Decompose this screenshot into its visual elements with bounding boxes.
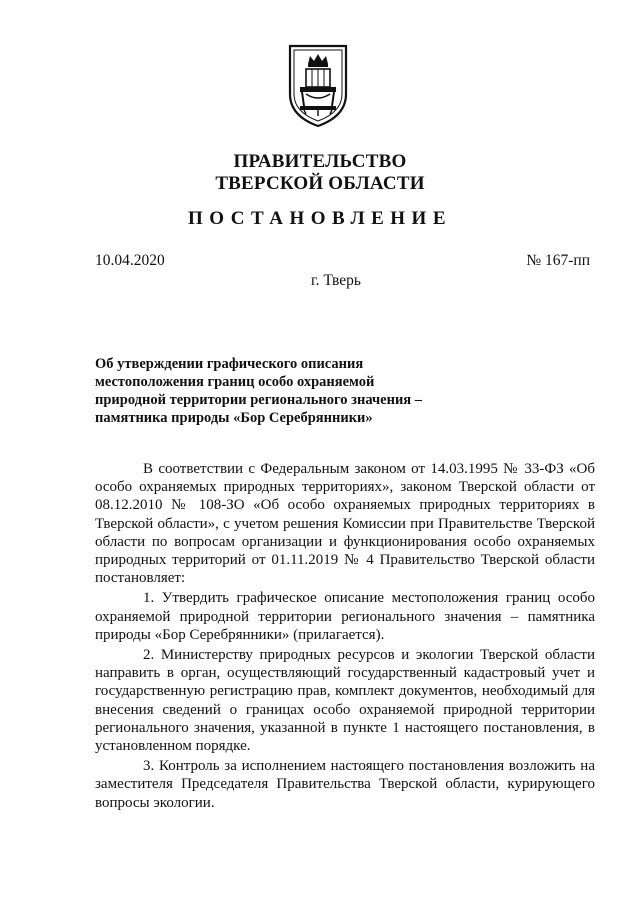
government-name-line1: ПРАВИТЕЛЬСТВО — [233, 151, 407, 172]
document-date: 10.04.2020 — [95, 252, 165, 269]
preamble-paragraph: В соответствии с Федеральным законом от 14.03.1995 № 33-ФЗ «Об особо охраняемых природных территориях», законом Тверской области от 08.12.2010 № 108-ЗО «Об особо охраняемых природных территориях в Тверской области», с учетом решения Комиссии при Правительстве Тверской области по вопросам организации и функционирования особо охраняемых природных территорий от 01.11.2019 № 4 Правительство Тверской области постановляет: — [95, 461, 595, 587]
document-number: № 167-пп — [526, 252, 590, 269]
subject-line: природной территории регионального значения – — [95, 392, 423, 408]
subject-line: Об утверждении графического описания — [95, 356, 364, 372]
resolution-item-3: 3. Контроль за исполнением настоящего постановления возложить на заместителя Председателя Правительства Тверской области, курирующего вопросы экологии. — [95, 758, 595, 811]
government-name-line2: ТВЕРСКОЙ ОБЛАСТИ — [215, 173, 425, 194]
subject-line: местоположения границ особо охраняемой — [95, 374, 375, 390]
resolution-item-1: 1. Утвердить графическое описание местоположения границ особо охраняемой природной территории регионального значения – памятника природы «Бор Серебрянники» (прилагается). — [95, 590, 595, 643]
document-body — [95, 460, 595, 812]
document-city: г. Тверь — [311, 272, 361, 289]
document-type-title: ПОСТАНОВЛЕНИЕ — [187, 208, 453, 229]
document-subject — [95, 355, 435, 427]
subject-line: памятника природы «Бор Серебрянники» — [95, 410, 373, 426]
tver-coat-of-arms-icon — [286, 42, 350, 128]
resolution-item-2: 2. Министерству природных ресурсов и экологии Тверской области направить в орган, осуществляющий государственный кадастровый учет и государственную регистрацию прав, комплект документов, необходимый для внесения сведений о границах особо охраняемой природной территории регионального значения, указанной в пункте 1 настоящего постановления, в установленном порядке. — [95, 647, 595, 755]
